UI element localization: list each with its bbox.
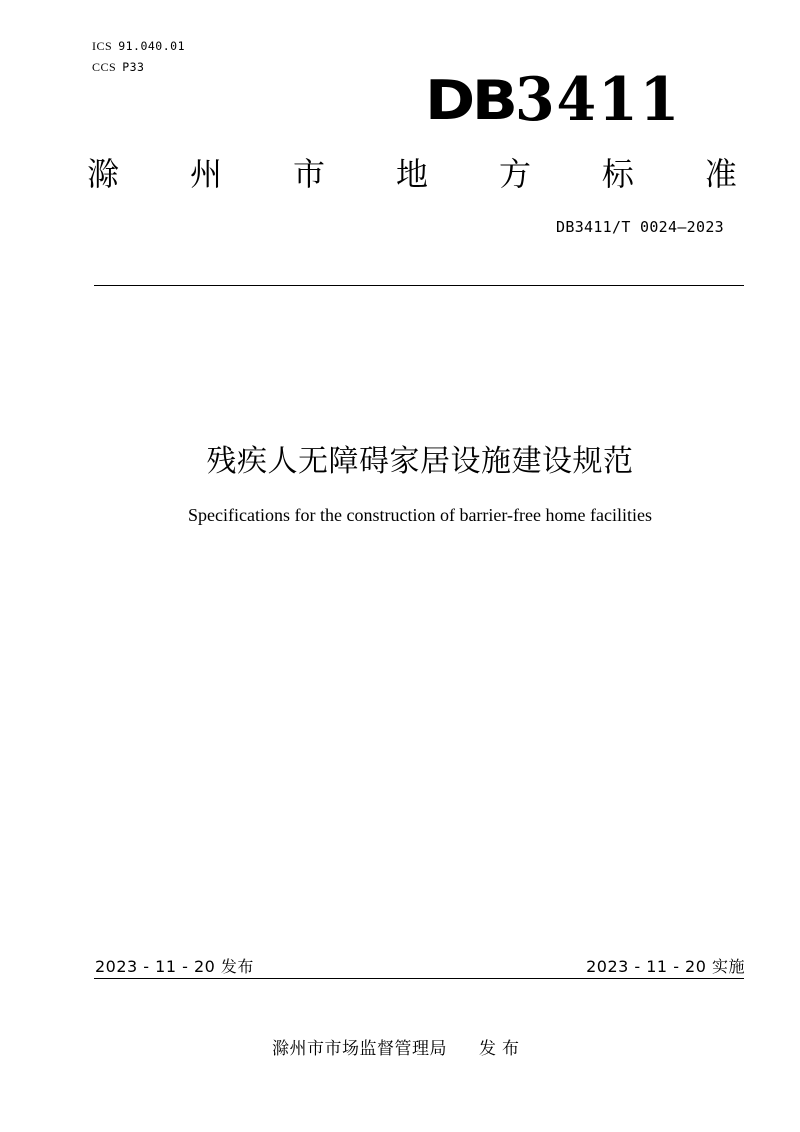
- issuer-name: 滁州市市场监督管理局: [272, 1039, 447, 1059]
- banner-char: 地: [395, 155, 428, 193]
- banner-char: 标: [601, 155, 634, 193]
- ccs-code: P33: [122, 60, 145, 74]
- ics-line: [92, 39, 185, 53]
- banner-char: 滁: [87, 155, 120, 193]
- ccs-label: CCS: [92, 60, 117, 74]
- ics-label: ICS: [92, 39, 113, 53]
- document-title-english: Specifications for the construction of barrier-free home facilities: [188, 505, 652, 525]
- issue-date: 2023 - 11 - 20 发布: [95, 957, 254, 976]
- top-divider: [94, 285, 744, 286]
- issuer-action: 发布: [479, 1039, 525, 1059]
- logo-number: 3411: [515, 65, 682, 135]
- banner-char: 市: [292, 155, 325, 193]
- standard-logo: [425, 65, 690, 135]
- banner-char: 州: [189, 155, 222, 193]
- implementation-date: 2023 - 11 - 20 实施: [586, 957, 745, 976]
- banner-char: 方: [498, 155, 531, 193]
- logo-prefix: DB: [425, 69, 515, 132]
- issuing-authority: [272, 1034, 525, 1059]
- ics-code: 91.040.01: [118, 39, 185, 53]
- document-title: 残疾人无障碍家居设施建设规范: [206, 444, 634, 479]
- standard-number: DB3411/T 0024—2023: [556, 218, 724, 236]
- ccs-line: [92, 60, 144, 74]
- bottom-divider: [94, 978, 744, 979]
- banner-char: 准: [704, 155, 737, 193]
- standard-type-banner: [87, 152, 737, 196]
